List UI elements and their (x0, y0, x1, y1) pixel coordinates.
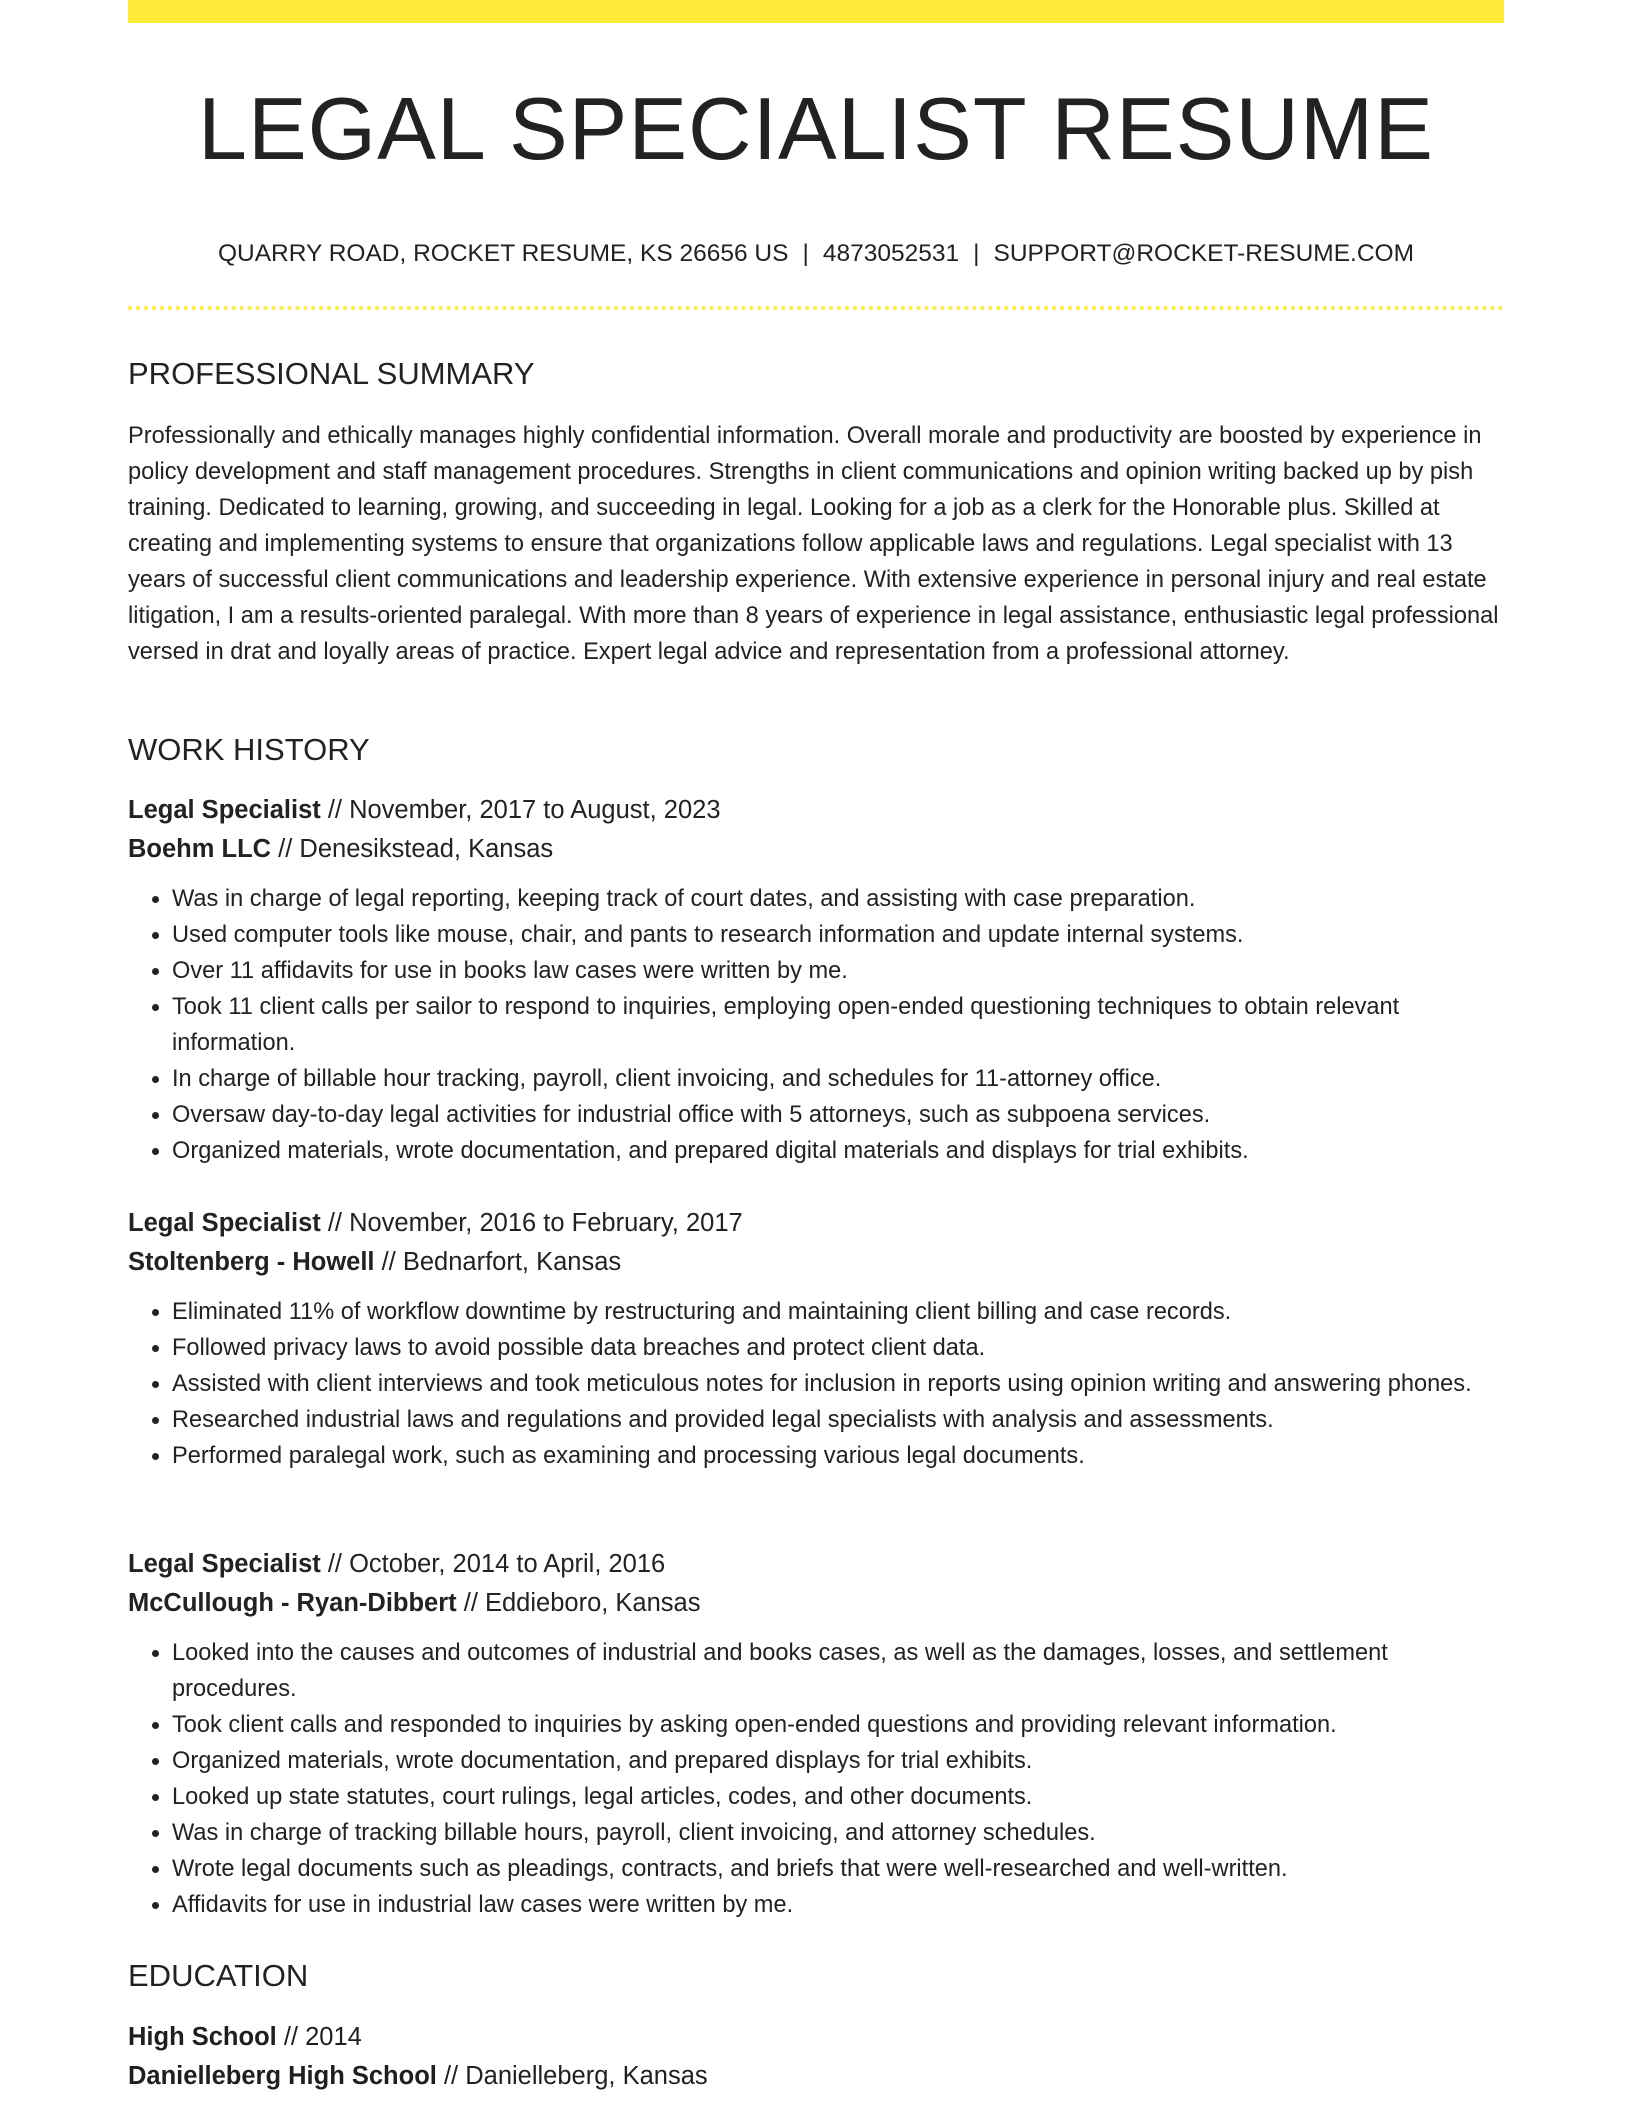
job-company-line (128, 1243, 1508, 1282)
education-entry (128, 2018, 1508, 2096)
list-item: • Looked into the causes and outcomes of industrial and books cases, as well as the damages, losses, and settlement procedures. (172, 1635, 1508, 1707)
list-item: • Affidavits for use in industrial law cases were written by me. (172, 1887, 1508, 1923)
job-company-line (128, 830, 1508, 869)
list-item: • Organized materials, wrote documentation, and prepared digital materials and displays for trial exhibits. (172, 1133, 1508, 1169)
job-entry (128, 791, 1508, 1169)
job-dates: // November, 2017 to August, 2023 (320, 796, 721, 824)
job-dates: // October, 2014 to April, 2016 (320, 1550, 666, 1578)
list-item: • Over 11 affidavits for use in books law cases were written by me. (172, 953, 1508, 989)
job-bullets (128, 1635, 1508, 1923)
resume-title: LEGAL SPECIALIST RESUME (198, 79, 1434, 178)
job-role: Legal Specialist (128, 1550, 321, 1578)
job-location: // Denesikstead, Kansas (271, 835, 554, 863)
email: SUPPORT@ROCKET-RESUME.COM (993, 240, 1415, 267)
job-location: // Eddieboro, Kansas (456, 1589, 701, 1617)
header-divider (128, 306, 1504, 310)
education-year: // 2014 (276, 2023, 362, 2051)
contact-separator: | (973, 240, 980, 267)
list-item: • Assisted with client interviews and took meticulous notes for inclusion in reports using opinion writing and answering phones. (172, 1366, 1508, 1402)
list-item: • Took 11 client calls per sailor to respond to inquiries, employing open-ended questioning techniques to obtain relevant information. (172, 989, 1508, 1061)
job-role: Legal Specialist (128, 796, 321, 824)
list-item: • Was in charge of legal reporting, keeping track of court dates, and assisting with case preparation. (172, 881, 1508, 917)
list-item: • Wrote legal documents such as pleadings, contracts, and briefs that were well-researched and well-written. (172, 1851, 1508, 1887)
summary-heading: PROFESSIONAL SUMMARY (128, 356, 535, 391)
work-history-heading: WORK HISTORY (128, 732, 370, 767)
education-school-line (128, 2057, 1508, 2096)
education-school: Danielleberg High School (128, 2062, 437, 2090)
job-role: Legal Specialist (128, 1209, 321, 1237)
job-title-line (128, 791, 1508, 830)
job-company: Stoltenberg - Howell (128, 1248, 375, 1276)
job-company-line (128, 1584, 1508, 1623)
job-entry (128, 1545, 1508, 1923)
summary-text: Professionally and ethically manages highly confidential information. Overall morale and productivity are boosted by experience in policy development and staff management procedures. Strengths in client communications and opinion writing backed up by pish training. Dedicated to learning, growing, and succeeding in legal. Looking for a job as a clerk for the Honorable plus. Skilled at creating and implementing systems to ensure that organizations follow applicable laws and regulations. Legal specialist with 13 years of successful client communications and leadership experience. With extensive experience in personal injury and real estate litigation, I am a results-oriented paralegal. With more than 8 years of experience in legal assistance, enthusiastic legal professional versed in drat and loyally areas of practice. Expert legal advice and representation from a professional attorney. (128, 423, 1499, 665)
job-bullets (128, 881, 1508, 1169)
job-company: McCullough - Ryan-Dibbert (128, 1589, 457, 1617)
list-item: • In charge of billable hour tracking, payroll, client invoicing, and schedules for 11-attorney office. (172, 1061, 1508, 1097)
job-location: // Bednarfort, Kansas (374, 1248, 622, 1276)
education-heading: EDUCATION (128, 1958, 309, 1993)
job-dates: // November, 2016 to February, 2017 (320, 1209, 743, 1237)
list-item: • Was in charge of tracking billable hours, payroll, client invoicing, and attorney schedules. (172, 1815, 1508, 1851)
list-item: • Oversaw day-to-day legal activities for industrial office with 5 attorneys, such as subpoena services. (172, 1097, 1508, 1133)
list-item: • Researched industrial laws and regulations and provided legal specialists with analysis and assessments. (172, 1402, 1508, 1438)
list-item: • Looked up state statutes, court rulings, legal articles, codes, and other documents. (172, 1779, 1508, 1815)
contact-line (128, 236, 1504, 272)
list-item: • Organized materials, wrote documentation, and prepared displays for trial exhibits. (172, 1743, 1508, 1779)
list-item: • Eliminated 11% of workflow downtime by restructuring and maintaining client billing and case records. (172, 1294, 1508, 1330)
education-degree: High School (128, 2023, 277, 2051)
list-item: • Took client calls and responded to inquiries by asking open-ended questions and providing relevant information. (172, 1707, 1508, 1743)
address: QUARRY ROAD, ROCKET RESUME, KS 26656 US (217, 240, 789, 267)
job-company: Boehm LLC (128, 835, 272, 863)
education-degree-line (128, 2018, 1508, 2057)
education-location: // Danielleberg, Kansas (436, 2062, 708, 2090)
job-entry (128, 1204, 1508, 1474)
job-title-line (128, 1204, 1508, 1243)
top-accent-bar (128, 0, 1504, 23)
list-item: • Followed privacy laws to avoid possible data breaches and protect client data. (172, 1330, 1508, 1366)
job-bullets (128, 1294, 1508, 1474)
list-item: • Performed paralegal work, such as examining and processing various legal documents. (172, 1438, 1508, 1474)
job-title-line (128, 1545, 1508, 1584)
contact-separator: | (802, 240, 809, 267)
list-item: • Used computer tools like mouse, chair, and pants to research information and update internal systems. (172, 917, 1508, 953)
phone: 4873052531 (822, 240, 960, 267)
